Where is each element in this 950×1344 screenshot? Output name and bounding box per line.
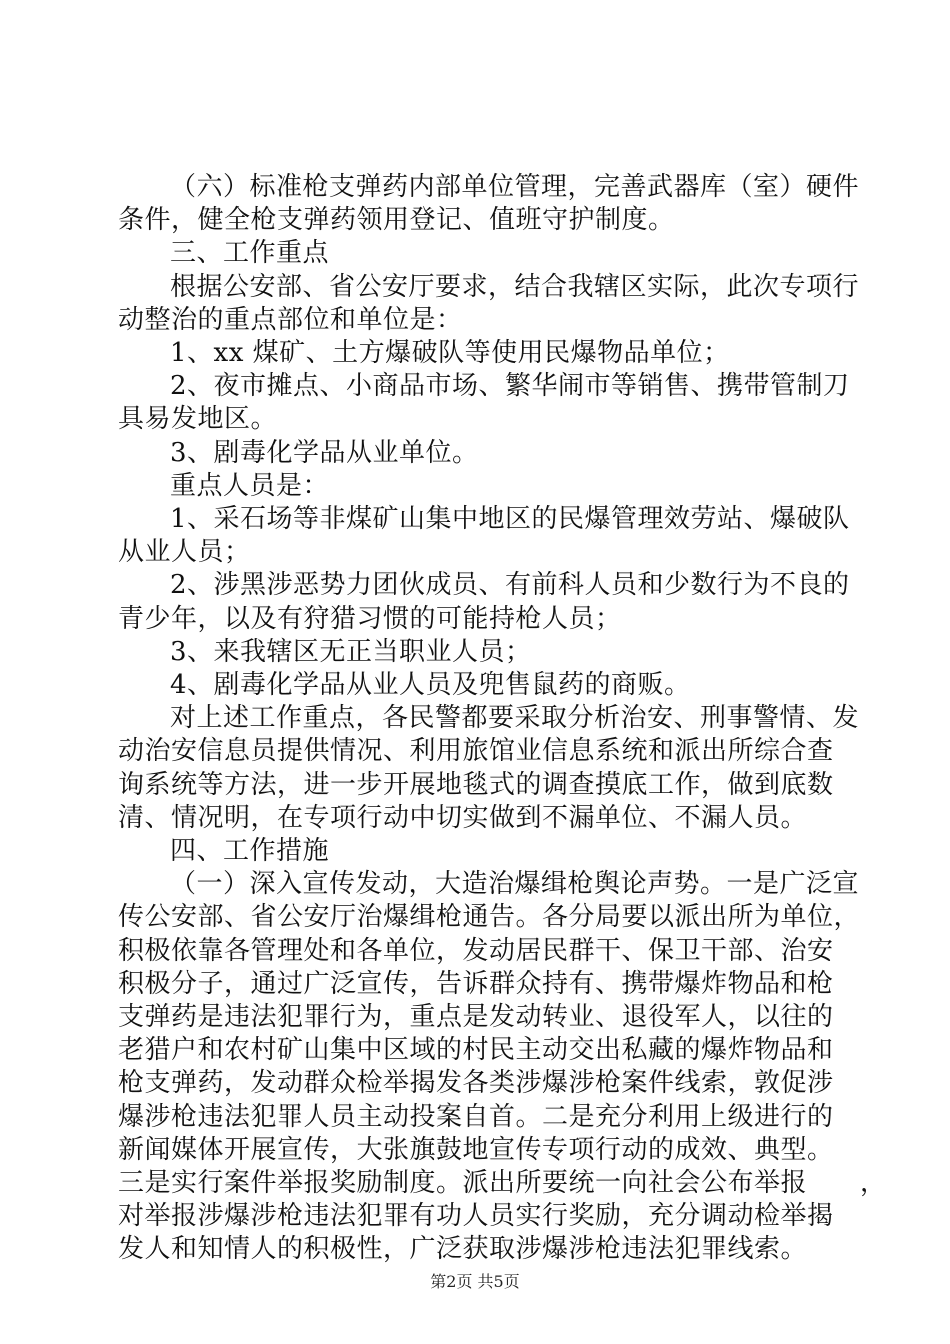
paragraph-line: 支弹药是违法犯罪行为，重点是发动转业、退役军人，以往的	[118, 1002, 834, 1032]
paragraph-line: 传公安部、省公安厅治爆缉枪通告。各分局要以派出所为单位，	[118, 902, 861, 933]
paragraph-line: 1、xx 煤矿、土方爆破队等使用民爆物品单位；	[170, 338, 730, 368]
paragraph-line: 动整治的重点部位和单位是：	[118, 304, 463, 335]
paragraph-line: 询系统等方法，进一步开展地毯式的调查摸底工作，做到底数	[118, 769, 834, 800]
paragraph-line: 从业人员；	[118, 537, 251, 568]
paragraph-line: 发人和知情人的积极性，广泛获取涉爆涉枪违法犯罪线索。	[118, 1234, 808, 1265]
paragraph-line: （六）标准枪支弹药内部单位管理，完善武器库（室）硬件	[170, 172, 860, 202]
paragraph-line: 新闻媒体开展宣传，大张旗鼓地宣传专项行动的成效、典型。	[118, 1134, 834, 1165]
paragraph-line: 积极依靠各管理处和各单位，发动居民群干、保卫干部、治安	[118, 935, 834, 966]
paragraph-line: 对举报涉爆涉枪违法犯罪有功人员实行奖励，充分调动检举揭	[118, 1201, 834, 1232]
paragraph-line: 2、涉黑涉恶势力团伙成员、有前科人员和少数行为不良的	[170, 570, 850, 601]
page-number-footer: 第2页 共5页	[430, 1272, 520, 1291]
paragraph-line: 条件，健全枪支弹药领用登记、值班守护制度。	[118, 205, 675, 236]
paragraph-line: 枪支弹药，发动群众检举揭发各类涉爆涉枪案件线索，敦促涉	[118, 1068, 834, 1099]
paragraph-line: 对上述工作重点，各民警都要采取分析治安、刑事警情、发	[170, 703, 860, 734]
section-heading: 三、工作重点	[170, 238, 330, 269]
section-heading: 四、工作措施	[170, 836, 330, 866]
paragraph-line: （一）深入宣传发动，大造治爆缉枪舆论声势。一是广泛宣	[170, 869, 860, 900]
paragraph-line: 3、剧毒化学品从业单位。	[170, 437, 479, 468]
paragraph-line: 3、来我辖区无正当职业人员；	[170, 636, 532, 667]
paragraph-line: 具易发地区。	[118, 404, 278, 435]
paragraph-line: 动治安信息员提供情况、利用旅馆业信息系统和派出所综合查	[118, 736, 834, 767]
paragraph-line: 重点人员是：	[170, 470, 330, 501]
paragraph-line: 三是实行案件举报奖励制度。派出所要统一向社会公布举报 ，	[118, 1168, 887, 1198]
paragraph-line: 根据公安部、省公安厅要求，结合我辖区实际，此次专项行	[170, 271, 860, 302]
paragraph-line: 积极分子，通过广泛宣传，告诉群众持有、携带爆炸物品和枪	[118, 968, 834, 999]
paragraph-line: 2、夜市摊点、小商品市场、繁华闹市等销售、携带管制刀	[170, 371, 850, 402]
paragraph-line: 老猎户和农村矿山集中区域的村民主动交出私藏的爆炸物品和	[118, 1035, 834, 1066]
paragraph-line: 1、采石场等非煤矿山集中地区的民爆管理效劳站、爆破队	[170, 504, 850, 534]
paragraph-line: 爆涉枪违法犯罪人员主动投案自首。二是充分利用上级进行的	[118, 1101, 834, 1132]
paragraph-line: 清、情况明，在专项行动中切实做到不漏单位、不漏人员。	[118, 802, 808, 833]
paragraph-line: 4、剧毒化学品从业人员及兜售鼠药的商贩。	[170, 670, 691, 700]
paragraph-line: 青少年，以及有狩猎习惯的可能持枪人员；	[118, 603, 622, 634]
